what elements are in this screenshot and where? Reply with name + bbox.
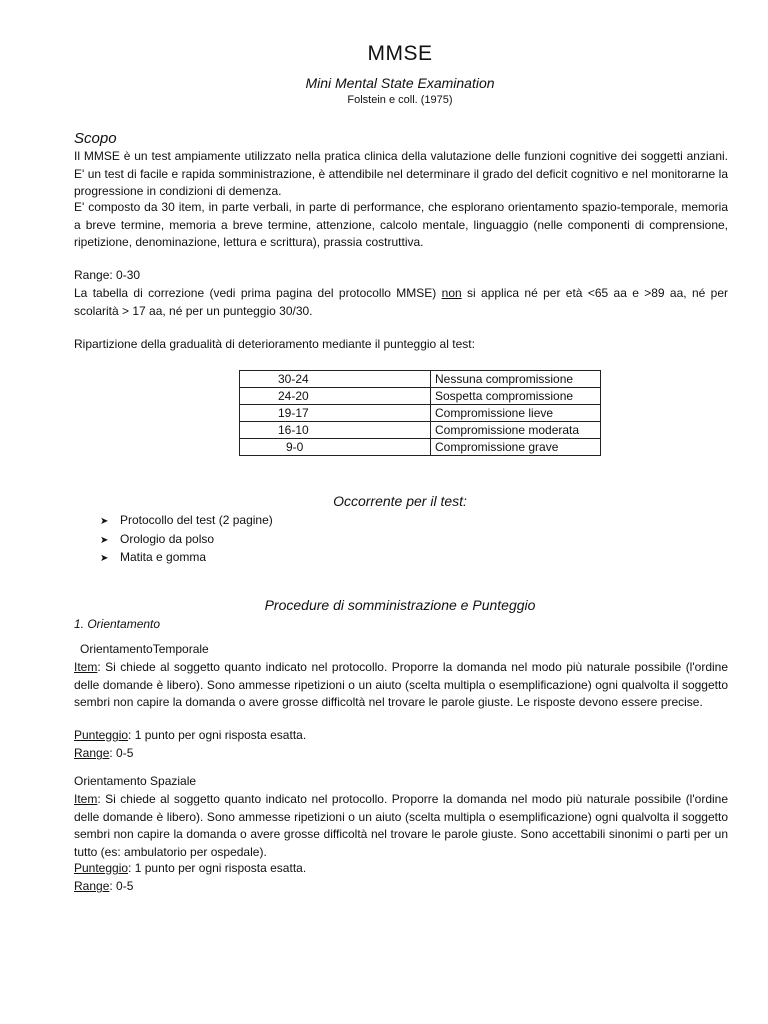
scopo-paragraph-2: E' composto da 30 item, in parte verbali, in parte di performance, che esplorano orientamento spazio-temporale, memoria a breve termine, memoria a breve termine, attenzione, calcolo mentale, linguaggio (nelle componenti di comprensione, ripetizione, denominazione, lettura e scrittura), prassia costruttiva.	[74, 200, 728, 249]
temporale-title: OrientamentoTemporale	[80, 642, 209, 656]
list-item	[100, 531, 273, 550]
score-cell: 24-20	[240, 388, 431, 405]
arrow-bullet-icon: ➤	[100, 534, 109, 546]
spaziale-range-label: Range	[74, 879, 110, 893]
label-cell: Compromissione moderata	[431, 422, 601, 439]
temporale-item-label: Item	[74, 660, 98, 674]
temporale-range	[74, 745, 133, 762]
correction-note-before: La tabella di correzione (vedi prima pagina del protocollo MMSE)	[74, 286, 442, 300]
spaziale-item	[74, 791, 728, 861]
spaziale-range-text: : 0-5	[109, 879, 134, 893]
authors-citation: Folstein e coll. (1975)	[347, 94, 453, 106]
grading-table	[239, 370, 601, 456]
section-orientamento: 1. Orientamento	[74, 617, 161, 631]
list-item-text: Orologio da polso	[120, 531, 215, 546]
spaziale-item-label: Item	[74, 792, 98, 806]
list-item-text: Matita e gomma	[120, 550, 207, 564]
table-row	[240, 388, 601, 405]
range-text: Range: 0-30	[74, 268, 141, 282]
temporale-score-text: : 1 punto per ogni risposta esatta.	[128, 728, 307, 742]
page-subtitle: Mini Mental State Examination	[305, 75, 495, 91]
table-row	[240, 371, 601, 388]
arrow-bullet-icon: ➤	[100, 553, 109, 564]
spaziale-score-text: : 1 punto per ogni risposta esatta.	[128, 861, 307, 875]
spaziale-item-text: : Si chiede al soggetto quanto indicato nel protocollo. Proporre la domanda nel modo più naturale possibile (l'ordine delle domande è libero). Sono ammesse ripetizioni o un aiuto (scelta multipla o esemplificazione) ogni qualvolta il soggetto sembri non capire la domanda o avere grosse difficoltà nel trovare le parole giuste. Sono accettabili sinonimi o parti per un tutto (es: ambulatorio per ospedale).	[74, 792, 728, 859]
spaziale-range	[74, 878, 133, 895]
table-row	[240, 405, 601, 422]
label-cell: Compromissione lieve	[431, 405, 601, 422]
score-cell: 19-17	[240, 405, 431, 422]
procedure-heading: Procedure di somministrazione e Punteggio	[264, 597, 536, 613]
label-cell: Sospetta compromissione	[431, 388, 601, 405]
score-cell: 16-10	[240, 422, 431, 439]
temporale-item	[74, 659, 728, 712]
list-item-text: Protocollo del test (2 pagine)	[120, 513, 273, 527]
correction-note	[74, 285, 728, 320]
correction-note-underlined: non	[441, 286, 462, 300]
label-cell: Compromissione grave	[431, 439, 601, 456]
scopo-paragraph-1: Il MMSE è un test ampiamente utilizzato nella pratica clinica della valutazione delle funzioni cognitive dei soggetti anziani. E' un test di facile e rapida somministrazione, è attendibile nel determinare il grado del deficit cognitivo e nel monitorarne la progressione in condizioni di demenza.	[74, 149, 728, 198]
table-row	[240, 422, 601, 439]
page-title: MMSE	[367, 42, 433, 65]
spaziale-title: Orientamento Spaziale	[74, 774, 197, 788]
score-cell: 30-24	[240, 371, 431, 388]
temporale-item-text: : Si chiede al soggetto quanto indicato nel protocollo. Proporre la domanda nel modo più naturale possibile (l'ordine delle domande è libero). Sono ammesse ripetizioni o un aiuto (scelta multipla o esemplificazione) ogni qualvolta il soggetto sembri non capire la domanda o avere grosse difficoltà nel trovare le parole giuste. Le risposte devono essere precise.	[74, 660, 728, 709]
correction-note-after: si applica né per età <65 aa e >89 aa, né per scolarità > 17 aa, né per un punteggio 30/30.	[74, 286, 728, 318]
temporale-range-label: Range	[74, 746, 110, 760]
temporale-score	[74, 727, 306, 744]
arrow-bullet-icon: ➤	[100, 516, 109, 527]
table-row	[240, 439, 601, 456]
temporale-range-text: : 0-5	[109, 746, 134, 760]
occorrente-list	[100, 512, 273, 568]
list-item	[100, 512, 273, 531]
spaziale-score	[74, 860, 306, 877]
spaziale-score-label: Punteggio	[74, 861, 129, 875]
label-cell: Nessuna compromissione	[431, 371, 601, 388]
scopo-heading: Scopo	[74, 130, 117, 147]
score-cell: 9-0	[240, 439, 431, 456]
temporale-score-label: Punteggio	[74, 728, 129, 742]
grading-intro: Ripartizione della gradualità di deterioramento mediante il punteggio al test:	[74, 337, 475, 351]
list-item	[100, 549, 273, 568]
occorrente-heading: Occorrente per il test:	[333, 493, 467, 509]
